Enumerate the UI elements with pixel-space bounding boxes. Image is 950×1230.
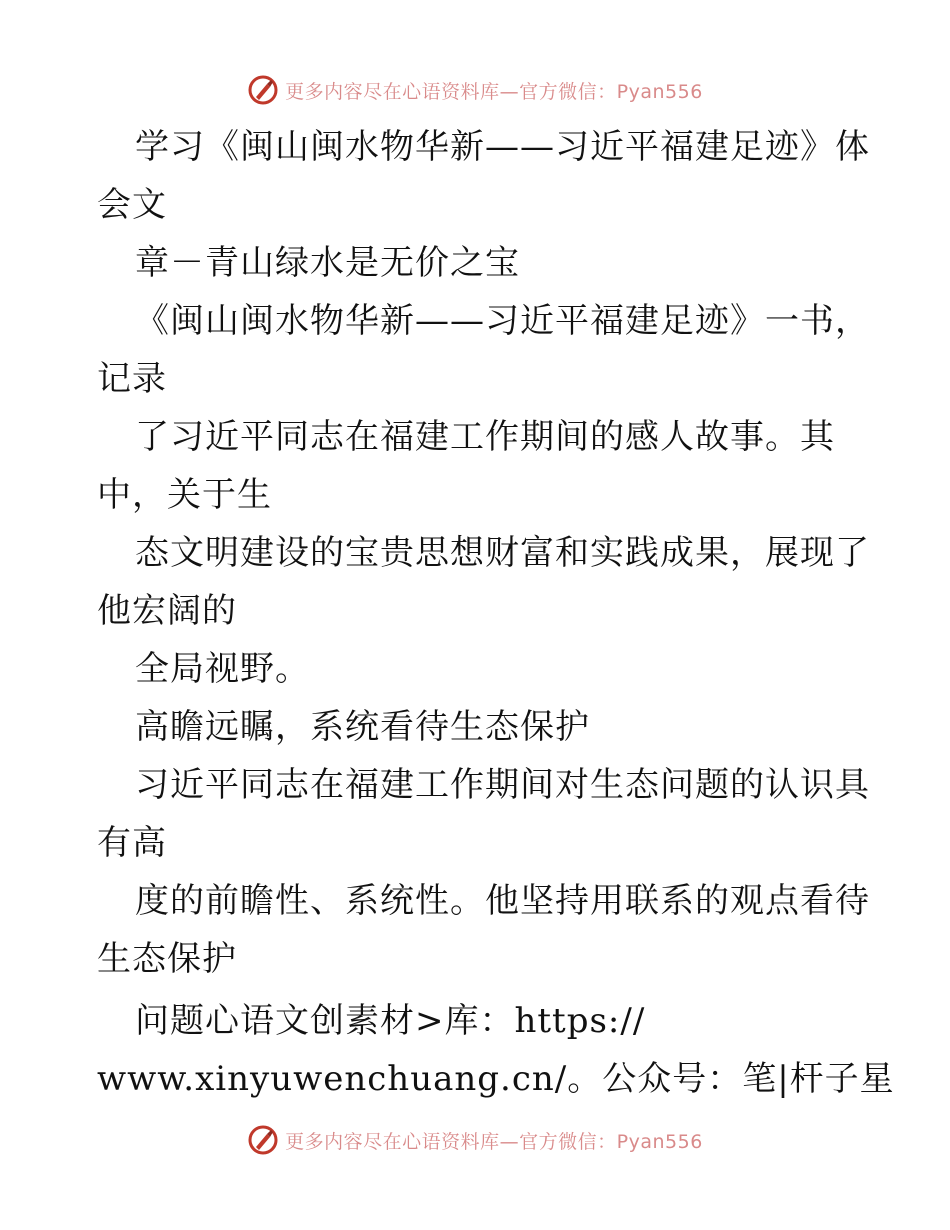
text-line: 态文明建设的宝贵思想财富和实践成果，展现了: [135, 533, 870, 573]
text-line: 学习《闽山闽水物华新——习近平福建足迹》体: [135, 127, 870, 167]
text-line: 度的前瞻性、系统性。他坚持用联系的观点看待: [135, 881, 870, 921]
section-heading: 高瞻远瞩，系统看待生态保护: [135, 707, 590, 747]
watermark-group: [247, 1124, 703, 1156]
text-line: 生态保护: [97, 939, 237, 979]
text-line: 中，关于生: [97, 475, 272, 515]
text-line: 《闽山闽水物华新——习近平福建足迹》一书，: [135, 301, 870, 341]
text-line: 问题心语文创素材>库：https://: [135, 1001, 646, 1041]
text-line: 全局视野。: [135, 649, 310, 689]
text-line: 记录: [97, 359, 167, 399]
pen-logo-icon: [247, 1124, 279, 1156]
watermark-text: 更多内容尽在心语资料库—官方微信：Pyan556: [285, 80, 703, 103]
text-line: 了习近平同志在福建工作期间的感人故事。其: [135, 417, 835, 457]
watermark-text: 更多内容尽在心语资料库—官方微信：Pyan556: [285, 1130, 703, 1153]
text-line: www.xinyuwenchuang.cn/。公众号：笔|杆子星: [97, 1059, 895, 1099]
text-line: 习近平同志在福建工作期间对生态问题的认识具: [135, 765, 870, 805]
text-line: 会文: [97, 185, 167, 225]
text-line: 有高: [97, 823, 167, 863]
footer-watermark: [0, 1120, 950, 1160]
text-line: 章－青山绿水是无价之宝: [135, 243, 520, 283]
text-line: 他宏阔的: [97, 591, 237, 631]
